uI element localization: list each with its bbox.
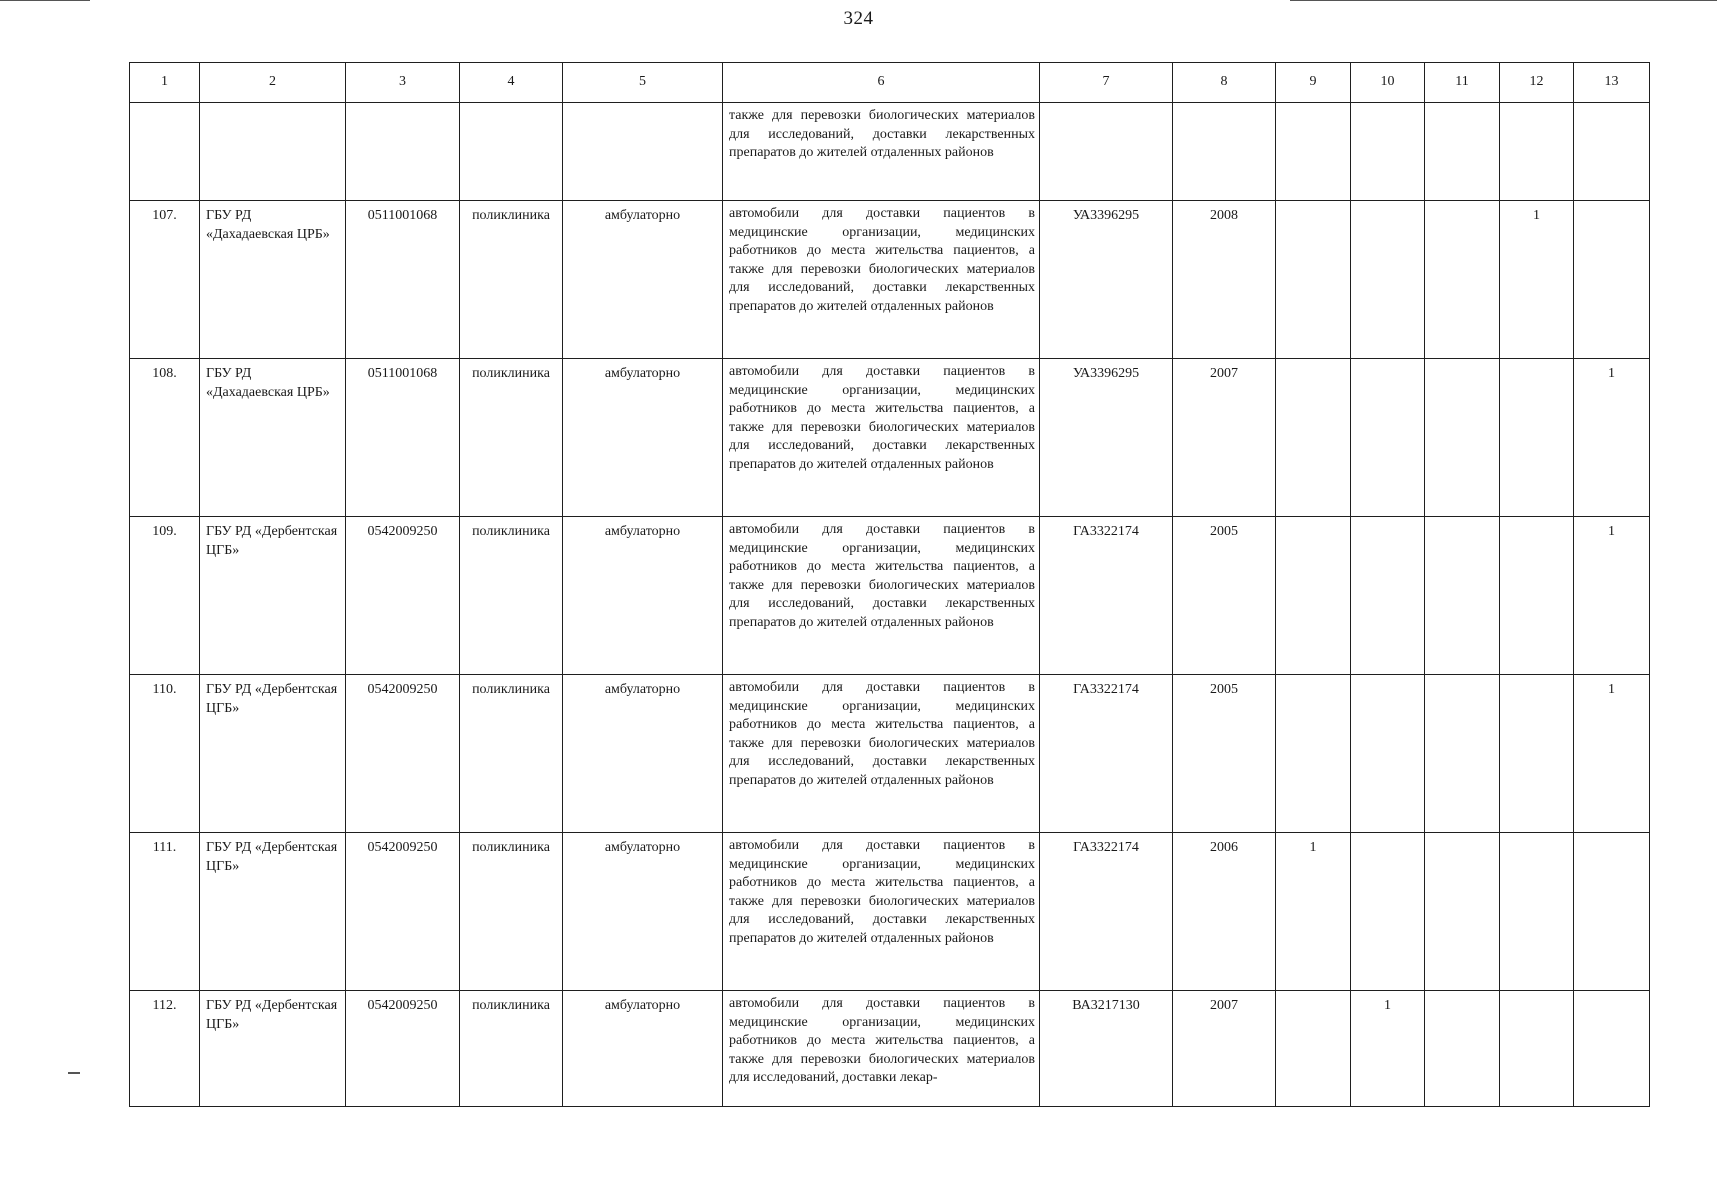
model-cell: ГА3322174: [1040, 517, 1173, 675]
flag-cell: [1500, 675, 1574, 833]
row-number-cell: 107.: [130, 201, 200, 359]
care-mode-cell: амбулаторно: [563, 359, 723, 517]
table-cell: [460, 103, 563, 201]
column-header: 7: [1040, 63, 1173, 103]
flag-cell: [1276, 359, 1351, 517]
care-mode-cell: амбулаторно: [563, 991, 723, 1107]
row-number-cell: 112.: [130, 991, 200, 1107]
organization-cell: ГБУ РД «Дахадаевская ЦРБ»: [200, 359, 346, 517]
table-cell: [1500, 103, 1574, 201]
flag-cell: [1500, 833, 1574, 991]
flag-cell: [1425, 833, 1500, 991]
flag-cell: [1276, 675, 1351, 833]
model-cell: УА3396295: [1040, 359, 1173, 517]
purpose-cell: автомобили для доставки пациентов в медицинские организации, медицинских работников до места жительства пациентов, а также для перевозки биологических материалов для исследований, доставки лекарственных препаратов до жителей отдаленных районов: [723, 201, 1040, 359]
table-cell: [1574, 103, 1650, 201]
care-mode-cell: амбулаторно: [563, 675, 723, 833]
flag-cell: [1500, 359, 1574, 517]
column-header: 4: [460, 63, 563, 103]
flag-cell: [1500, 517, 1574, 675]
facility-type-cell: поликлиника: [460, 991, 563, 1107]
year-cell: 2006: [1173, 833, 1276, 991]
flag-cell: [1425, 675, 1500, 833]
flag-cell: [1500, 991, 1574, 1107]
year-cell: 2007: [1173, 991, 1276, 1107]
header-row: [130, 63, 1650, 103]
table-row: [130, 675, 1650, 833]
flag-cell: 1: [1574, 675, 1650, 833]
column-header: 5: [563, 63, 723, 103]
facility-type-cell: поликлиника: [460, 517, 563, 675]
column-header: 3: [346, 63, 460, 103]
flag-cell: 1: [1276, 833, 1351, 991]
row-number-cell: 110.: [130, 675, 200, 833]
document-table: [129, 62, 1650, 1107]
year-cell: 2007: [1173, 359, 1276, 517]
model-cell: ГА3322174: [1040, 675, 1173, 833]
model-cell: ГА3322174: [1040, 833, 1173, 991]
purpose-cell: также для перевозки биологических материалов для исследований, доставки лекарственных препаратов до жителей отдаленных районов: [723, 103, 1040, 201]
table-cell: [1276, 103, 1351, 201]
year-cell: 2005: [1173, 675, 1276, 833]
flag-cell: [1351, 675, 1425, 833]
row-number-cell: 108.: [130, 359, 200, 517]
row-number-cell: 109.: [130, 517, 200, 675]
purpose-cell: автомобили для доставки пациентов в медицинские организации, медицинских работников до места жительства пациентов, а также для перевозки биологических материалов для исследований, доставки лекарственных препаратов до жителей отдаленных районов: [723, 359, 1040, 517]
row-number-cell: 111.: [130, 833, 200, 991]
model-cell: УА3396295: [1040, 201, 1173, 359]
table-cell: [130, 103, 200, 201]
organization-cell: ГБУ РД «Дахадаевская ЦРБ»: [200, 201, 346, 359]
table-cell: [563, 103, 723, 201]
scan-mark: [68, 1072, 80, 1074]
organization-cell: ГБУ РД «Дербентская ЦГБ»: [200, 991, 346, 1107]
flag-cell: [1351, 833, 1425, 991]
flag-cell: [1351, 201, 1425, 359]
flag-cell: [1425, 359, 1500, 517]
model-cell: ВА3217130: [1040, 991, 1173, 1107]
column-header: 13: [1574, 63, 1650, 103]
scan-mark: [0, 0, 90, 1]
table-row: [130, 833, 1650, 991]
flag-cell: [1574, 991, 1650, 1107]
column-header: 9: [1276, 63, 1351, 103]
flag-cell: 1: [1500, 201, 1574, 359]
flag-cell: 1: [1574, 517, 1650, 675]
year-cell: 2008: [1173, 201, 1276, 359]
table-row: [130, 359, 1650, 517]
column-header: 1: [130, 63, 200, 103]
table-row: [130, 201, 1650, 359]
facility-type-cell: поликлиника: [460, 201, 563, 359]
table-cell: [1173, 103, 1276, 201]
column-header: 6: [723, 63, 1040, 103]
care-mode-cell: амбулаторно: [563, 201, 723, 359]
flag-cell: [1276, 517, 1351, 675]
organization-cell: ГБУ РД «Дербентская ЦГБ»: [200, 675, 346, 833]
code-cell: 0542009250: [346, 517, 460, 675]
code-cell: 0542009250: [346, 675, 460, 833]
flag-cell: [1425, 991, 1500, 1107]
table-row-continuation: [130, 103, 1650, 201]
flag-cell: 1: [1574, 359, 1650, 517]
table-cell: [1040, 103, 1173, 201]
column-header: 10: [1351, 63, 1425, 103]
column-header: 12: [1500, 63, 1574, 103]
column-header: 11: [1425, 63, 1500, 103]
column-header: 8: [1173, 63, 1276, 103]
flag-cell: 1: [1351, 991, 1425, 1107]
purpose-cell: автомобили для доставки пациентов в медицинские организации, медицинских работников до места жительства пациентов, а также для перевозки биологических материалов для исследований, доставки лекарственных препаратов до жителей отдаленных районов: [723, 833, 1040, 991]
flag-cell: [1574, 833, 1650, 991]
flag-cell: [1351, 359, 1425, 517]
code-cell: 0542009250: [346, 991, 460, 1107]
organization-cell: ГБУ РД «Дербентская ЦГБ»: [200, 833, 346, 991]
code-cell: 0511001068: [346, 359, 460, 517]
facility-type-cell: поликлиника: [460, 675, 563, 833]
flag-cell: [1276, 991, 1351, 1107]
care-mode-cell: амбулаторно: [563, 833, 723, 991]
facility-type-cell: поликлиника: [460, 359, 563, 517]
table-cell: [1351, 103, 1425, 201]
facility-type-cell: поликлиника: [460, 833, 563, 991]
table-cell: [346, 103, 460, 201]
purpose-cell: автомобили для доставки пациентов в медицинские организации, медицинских работников до места жительства пациентов, а также для перевозки биологических материалов для исследований, доставки лекарственных препаратов до жителей отдаленных районов: [723, 675, 1040, 833]
flag-cell: [1574, 201, 1650, 359]
table-row: [130, 991, 1650, 1107]
purpose-cell: автомобили для доставки пациентов в медицинские организации, медицинских работников до места жительства пациентов, а также для перевозки биологических материалов для исследований, доставки лекарственных препаратов до жителей отдаленных районов: [723, 517, 1040, 675]
flag-cell: [1351, 517, 1425, 675]
code-cell: 0542009250: [346, 833, 460, 991]
page-number: 324: [843, 8, 874, 29]
scan-mark: [1290, 0, 1717, 1]
flag-cell: [1425, 201, 1500, 359]
purpose-cell: автомобили для доставки пациентов в медицинские организации, медицинских работников до места жительства пациентов, а также для перевозки биологических материалов для исследований, доставки лекар-: [723, 991, 1040, 1107]
care-mode-cell: амбулаторно: [563, 517, 723, 675]
year-cell: 2005: [1173, 517, 1276, 675]
table-cell: [1425, 103, 1500, 201]
column-header: 2: [200, 63, 346, 103]
flag-cell: [1425, 517, 1500, 675]
organization-cell: ГБУ РД «Дербентская ЦГБ»: [200, 517, 346, 675]
code-cell: 0511001068: [346, 201, 460, 359]
table-row: [130, 517, 1650, 675]
table-cell: [200, 103, 346, 201]
flag-cell: [1276, 201, 1351, 359]
